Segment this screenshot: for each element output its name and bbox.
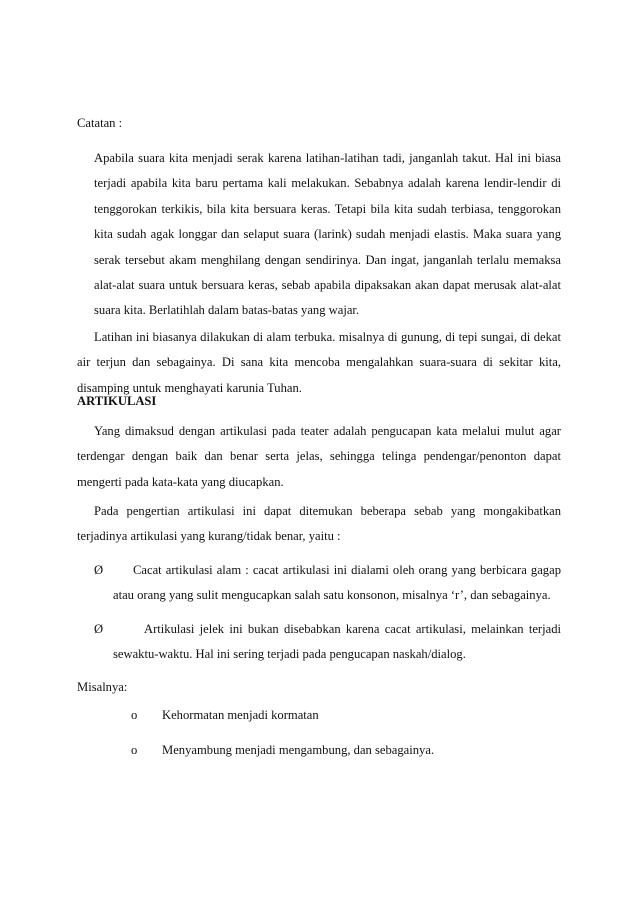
- note-label: Catatan :: [77, 116, 123, 130]
- example-label: Misalnya:: [77, 680, 128, 694]
- bullet-text: Artikulasi jelek ini bukan disebabkan karena cacat artikulasi, melainkan terjadi sewaktu-waktu. Hal ini sering terjadi pada pengucapan naskah/dialog.: [113, 622, 561, 662]
- list-item: [131, 738, 561, 763]
- example-text: Kehormatan menjadi kormatan: [162, 708, 319, 722]
- example-text: Menyambung menjadi mengambung, dan sebagainya.: [162, 743, 435, 757]
- circle-bullet-icon: o: [131, 708, 138, 722]
- practice-paragraph: Latihan ini biasanya dilakukan di alam terbuka. misalnya di gunung, di tepi sungai, di dekat air terjun dan sebagainya. Di sana kita mencoba mengalahkan suara-suara di sekitar kita, disamping untuk menghayati karunia Tuhan.: [77, 330, 561, 395]
- list-item: [94, 558, 561, 609]
- note-paragraph: Apabila suara kita menjadi serak karena latihan-latihan tadi, janganlah takut. Hal ini biasa terjadi apabila kita baru pertama kali melakukan. Sebabnya adalah karena lendir-lendir di tenggorokan terkikis, bila kita bersuara keras. Tetapi bila kita sudah terbiasa, tenggorokan kita sudah agak longgar dan selaput suara (larink) sudah menjadi elastis. Maka suara yang serak tersebut akam menghilang dengan sendirinya. Dan ingat, janganlah terlalu memaksa alat-alat suara untuk bersuara keras, sebab apabila dipaksakan akan dapat merusak alat-alat suara kita. Berlatihlah dalam batas-batas yang wajar.: [94, 151, 561, 318]
- causes-paragraph: Pada pengertian artikulasi ini dapat ditemukan beberapa sebab yang mongakibatkan terjadinya artikulasi yang kurang/tidak benar, yaitu :: [77, 504, 561, 544]
- bullet-text: Cacat artikulasi alam : cacat artikulasi ini dialami oleh orang yang berbicara gagap atau orang yang sulit mengucapkan salah satu konsonon, misalnya ‘r’, dan sebagainya.: [113, 563, 561, 603]
- definition-paragraph: Yang dimaksud dengan artikulasi pada teater adalah pengucapan kata melalui mulut agar terdengar dengan baik dan benar serta jelas, sehingga telinga pendengar/penonton dapat mengerti pada kata-kata yang diucapkan.: [77, 424, 561, 489]
- list-item: [94, 617, 561, 668]
- circle-bullet-icon: o: [131, 743, 138, 757]
- list-item: [131, 703, 561, 728]
- arrow-bullet-icon: Ø: [94, 563, 104, 577]
- arrow-bullet-icon: Ø: [94, 622, 104, 636]
- section-heading: ARTIKULASI: [77, 394, 157, 408]
